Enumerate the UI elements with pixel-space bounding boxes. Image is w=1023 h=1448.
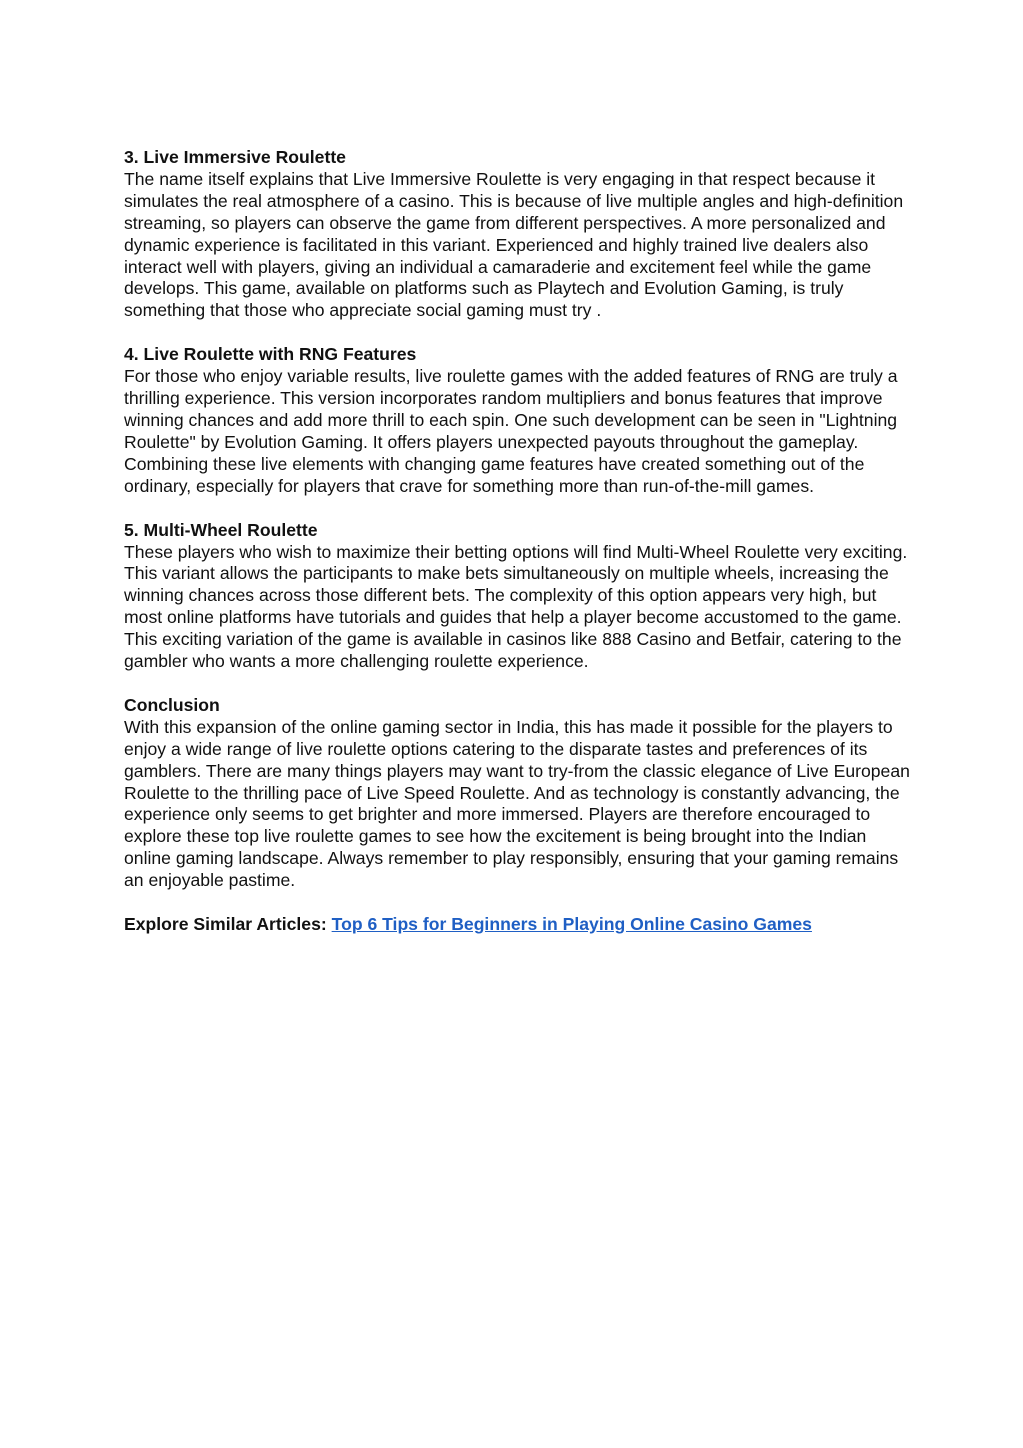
section-heading: Conclusion — [124, 694, 220, 715]
article-content — [124, 147, 914, 936]
section-heading: 4. Live Roulette with RNG Features — [124, 344, 417, 365]
explore-label: Explore Similar Articles: — [124, 914, 327, 935]
related-article-link[interactable]: Top 6 Tips for Beginners in Playing Online Casino Games — [331, 914, 812, 935]
section-live-roulette-rng — [124, 344, 914, 497]
section-multi-wheel-roulette — [124, 520, 914, 673]
section-body: For those who enjoy variable results, live roulette games with the added features of RNG are truly a thrilling experience. This version incorporates random multipliers and bonus features that improve winning chances and add more thrill to each spin. One such development can be seen in "Lightning Roulette" by Evolution Gaming. It offers players unexpected payouts throughout the gameplay. Combining these live elements with changing game features have created something out of the ordinary, especially for players that crave for something more than run-of-the-mill games. — [124, 366, 898, 496]
section-body: The name itself explains that Live Immersive Roulette is very engaging in that respect because it simulates the real atmosphere of a casino. This is because of live multiple angles and high-definition streaming, so players can observe the game from different perspectives. A more personalized and dynamic experience is facilitated in this variant. Experienced and highly trained live dealers also interact well with players, giving an individual a camaraderie and excitement feel while the game develops. This game, available on platforms such as Playtech and Evolution Gaming, is truly something that those who appreciate social gaming must try . — [124, 168, 904, 321]
section-body: These players who wish to maximize their betting options will find Multi-Wheel Roulette very exciting. This variant allows the participants to make bets simultaneously on multiple wheels, increasing the winning chances across those different bets. The complexity of this option appears very high, but most online platforms have tutorials and guides that help a player become accustomed to the game. This exciting variation of the game is available in casinos like 888 Casino and Betfair, catering to the gambler who wants a more challenging roulette experience. — [124, 541, 908, 672]
section-heading: 3. Live Immersive Roulette — [124, 147, 346, 167]
explore-similar-articles — [124, 914, 914, 936]
section-body: With this expansion of the online gaming sector in India, this has made it possible for the players to enjoy a wide range of live roulette options catering to the disparate tastes and preferences of its gamblers. There are many things players may want to try-from the classic elegance of Live European Roulette to the thrilling pace of Live Speed Roulette. And as technology is constantly advancing, the experience only seems to get brighter and more immersed. Players are therefore encouraged to explore these top live roulette games to see how the excitement is being brought into the Indian online gaming landscape. Always remember to play responsibly, ensuring that your gaming remains an enjoyable pastime. — [124, 716, 910, 891]
section-live-immersive-roulette — [124, 147, 914, 322]
section-heading: 5. Multi-Wheel Roulette — [124, 519, 318, 540]
section-conclusion — [124, 695, 914, 892]
